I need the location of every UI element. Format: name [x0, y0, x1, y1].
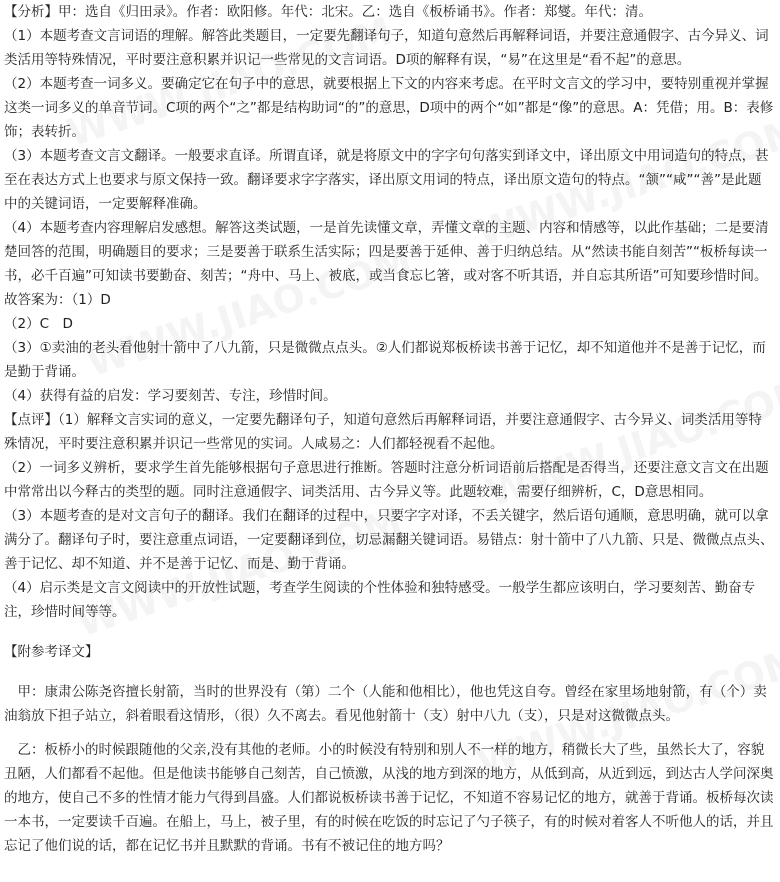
comment-2: （2）一词多义辨析，要求学生首先能够根据句子意思进行推断。答题时注意分析词语前后搭配是否得当，还要注意文言文在出题中常常出以今释古的类型的题。同时注意通假字、词类活用、古今异义等。此题较难，需要仔细辨析，C，D意思相同。	[4, 460, 769, 500]
answer-4: （4）获得有益的启发：学习要刻苦、专注，珍惜时间。	[4, 388, 337, 404]
reference-translation-jia: 甲：康肃公陈尧咨擅长射箭，当时的世界没有（第）二个（人能和他相比），他也凭这自夸。曾经在家里场地射箭，有（个）卖油翁放下担子站立，斜着眼看这情形，（很）久不离去。看见他射箭十（支）射中八九（支），只是对这微微点头。	[4, 684, 767, 724]
comment-1: 【点评】（1）解释文言实词的意义，一定要先翻译句子，知道句意然后再解释词语，并要注意通假字、古今异义、词类活用等特殊情况，平时要注意积累并识记一些常见的实词。人咸易之：人们都轻视看不起他。	[4, 412, 762, 452]
answer-2: （2）C D	[4, 316, 73, 332]
analysis-item-1: （1）本题考查文言词语的理解。解答此类题目，一定要先翻译句子，知道句意然后再解释词语，并要注意通假字、古今异义、词类活用等特殊情况，平时要注意积累并识记一些常见的文言词语。D项的解释有误，“易”在这里是“看不起”的意思。	[4, 28, 769, 68]
analysis-item-4: （4）本题考查内容理解启发感想。解答这类试题，一是首先读懂文章，弄懂文章的主题、内容和情感等，以此作基础；二是要清楚回答的范围，明确题目的要求；三是要善于联系生活实际；四是要善于延伸、善于归纳总结。从“然读书能自刻苦”“板桥每读一书，必千百遍”可知读书要勤奋、刻苦；“舟中、马上、被底，或当食忘匕箸，或对客不听其语，并自忘其所语”可知要珍惜时间。	[4, 220, 769, 284]
analysis-heading: 【分析】甲：选自《归田录》。作者：欧阳修。年代：北宋。乙：选自《板桥诵书》。作者：郑燮。年代：清。	[4, 4, 652, 20]
comment-4: （4）启示类是文言文阅读中的开放性试题，考查学生阅读的个性体验和独特感受。一般学生都应该明白，学习要刻苦、勤奋专注，珍惜时间等等。	[4, 580, 756, 620]
analysis-item-2: （2）本题考查一词多义。要确定它在句子中的意思，就要根据上下文的内容来考虑。在平时文言文的学习中，要特别重视并掌握这类一词多义的单音节词。C项的两个“之”都是结构助词“的”的意思，D项中的两个“如”都是“像”的意思。A：凭借；用。B：表修饰；表转折。	[4, 76, 774, 140]
answer-1: 故答案为：（1）D	[4, 292, 111, 308]
reference-translation-title: 【附参考译文】	[4, 644, 99, 660]
reference-translation-yi: 乙：板桥小的时候跟随他的父亲,没有其他的老师。小的时候没有特别和别人不一样的地方，稍微长大了些，虽然长大了，容貌丑陋，人们都看不起他。但是他读书能够自己刻苦，自己愤激，从浅的地方到深的地方，从低到高，从近到远，到达古人学问深奥的地方，使自己不多的性情才能力气得到昌盛。人们都说板桥读书善于记忆，不知道不容易记忆的地方，就善于背诵。板桥每次读一本书，一定要读千百遍。在船上，马上，被子里，有的时候在吃饭的时忘记了勺子筷子，有的时候对着客人不听他人的话，并且忘记了他们说的话，都在记忆书并且默默的背诵。书有不被记住的地方吗？	[4, 742, 774, 854]
answer-3: （3）①卖油的老头看他射十箭中了八九箭，只是微微点点头。②人们都说郑板桥读书善于记忆，却不知道他并不是善于记忆，而是勤于背诵。	[4, 340, 766, 380]
analysis-item-3: （3）本题考查文言文翻译。一般要求直译。所谓直译，就是将原文中的字字句句落实到译文中，译出原文中用词造句的特点，甚至在表达方式上也要求与原文保持一致。翻译要求字字落实，译出原文用词的特点，译出原文造句的特点。“颔”“咸”“善”是此题中的关键词语，一定要解释准确。	[4, 148, 769, 212]
comment-3: （3）本题考查的是对文言句子的翻译。我们在翻译的过程中，只要字字对译，不丢关键字，然后语句通顺，意思明确，就可以拿满分了。翻译句子时，要注意重点词语，一定要翻译到位，切忌漏翻关键词语。易错点：射十箭中了八九箭、只是、微微点点头、善于记忆、却不知道、并不是善于记忆、而是、勤于背诵。	[4, 508, 774, 572]
